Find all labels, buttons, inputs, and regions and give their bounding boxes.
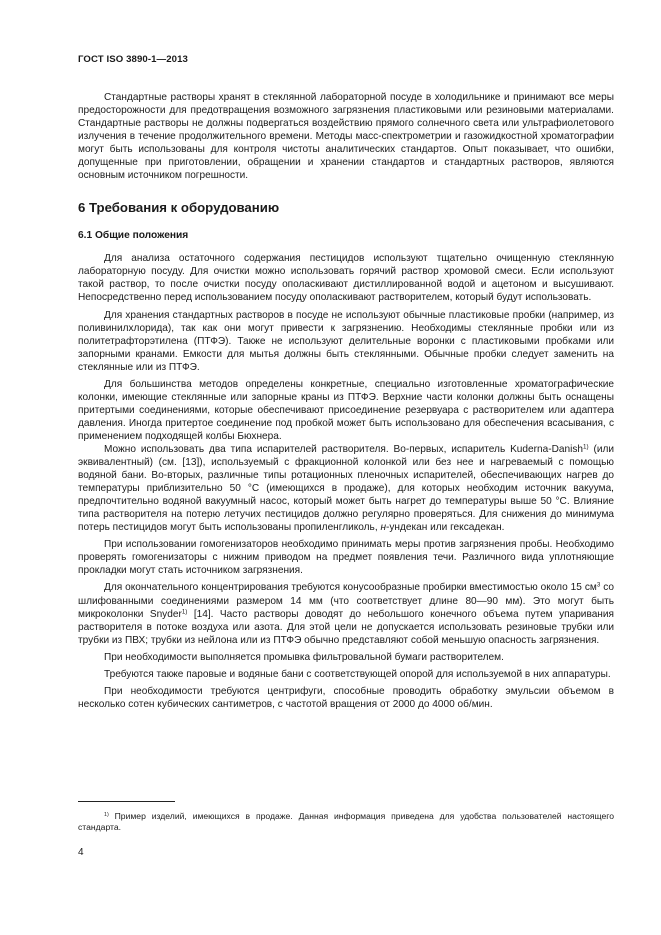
paragraph-filter-paper: При необходимости выполняется промывка фильтровальной бумаги растворителем.	[104, 651, 504, 663]
footnote-marker: 1)	[104, 812, 109, 819]
standard-header: ГОСТ ISO 3890-1—2013	[78, 54, 188, 65]
paragraph-columns: Для большинства методов определены конкретные, специально изготовленные хроматографические колонки, имеющие стеклянные или запорные краны из ПТФЭ. Верхние части колонки должны быть оснащены притертыми соединениями, которые обеспечивают присоединение резервуара с растворителем или адаптера давления. Иногда притертое соединение под пробкой может быть использовано для обеспечения всасывания, с применением подходящей колбы Бюхнера.	[78, 378, 614, 442]
paragraph-evaporators: Можно использовать два типа испарителей растворителя. Во-первых, испаритель Kuderna-Danish$^{1)}$ (или эквивалентный) (см. [13]), используемый с фракционной колонкой или без нее и нагреваемый с помощью водяной бани. Во-вторых, различные типы ротационных пленочных испарителей, обеспечивающих нагрев до температуры приблизительно 50 °C (имеющихся в продаже), для которых необходим источник вакуума, предпочтительно водяной вакуумный насос, который может быть нагрет до температуры выше 50 °C. Влияние типа растворителя на потерю летучих пестицидов должно регулярно проверяться. Для снижения до минимума потерь пестицидов могут быть использованы пропиленгликоль, н-ундекан или гексадекан.	[78, 443, 614, 534]
document-body	[78, 91, 614, 711]
page-number: 4	[78, 847, 84, 858]
subsection-title: 6.1 Общие положения	[78, 230, 189, 242]
paragraph-centrifuges: При необходимости требуются центрифуги, способные проводить обработку эмульсии объемом в несколько сотен кубических сантиметров, с частотой вращения от 2000 до 4000 об/мин.	[78, 685, 614, 710]
footnote-reference: 1)	[583, 443, 589, 451]
intro-paragraph: Стандартные растворы хранят в стеклянной лабораторной посуде в холодильнике и принимают все меры предосторожности для предотвращения возможного загрязнения пластиковыми или резиновыми материалами. Стандартные растворы не должны подвергаться воздействию прямого солнечного света или ультрафиолетового излучения в течение продолжительного времени. Методы масс-спектрометрии и газожидкостной хроматографии могут быть использованы для контроля чистоты аналитических стандартов. Опыт показывает, что ошибки, допущенные при приготовлении, обращении и хранении стандартов и стандартных растворов, являются основным источником погрешности.	[78, 92, 614, 182]
paragraph-stoppers: Для хранения стандартных растворов в посуде не используют обычные пластиковые пробки (например, из поливинилхлорида), так как они могут привести к загрязнению. Необходимы стеклянные пробки или из политетрафторэтилена (ПТФЭ). Также не используют делительные воронки с пластиковыми пробками или запорными кранами. Емкости для мытья должны быть стеклянными. Обычные пробки следует заменить на стеклянные или из ПТФЭ.	[78, 309, 614, 373]
paragraph-concentration: Для окончательного концентрирования требуются конусообразные пробирки вместимостью около 15 $см^3$ со шлифованными соединениями размером 14 мм (что соответствует длине 80—90 мм). Это могут быть микроколонки Snyder$^{1)}$ [14]. Часто растворы доводят до небольшого конечного объема путем упаривания растворителя в потоке воздуха или азота. Для этой цели не допускается использовать резиновые трубки или трубки из ПВХ; трубки из нейлона или из ПТФЭ обычно представляют собой меньшую опасность загрязнения.	[78, 582, 614, 646]
paragraph-homogenizers: При использовании гомогенизаторов необходимо принимать меры против загрязнения пробы. Необходимо проверять гомогенизаторы с нижним приводом на предмет появления течи. Различного вида уплотняющие прокладки могут стать источником загрязнения.	[78, 539, 614, 577]
footnote-text: Пример изделий, имеющихся в продаже. Данная информация приведена для удобства пользователей настоящего стандарта.	[78, 811, 614, 833]
superscript-cubic: 3	[596, 582, 601, 590]
footnote	[78, 811, 614, 834]
paragraph-baths: Требуются также паровые и водяные бани с соответствующей опорой для используемой в них аппаратуры.	[104, 668, 611, 680]
footnote-reference: 1)	[181, 608, 188, 616]
section-title: 6 Требования к оборудованию	[78, 200, 280, 216]
paragraph-glassware-cleaning: Для анализа остаточного содержания пестицидов используют тщательно очищенную стеклянную лабораторную посуду. Для очистки можно использовать горячий раствор хромовой смеси. Если используют такой раствор, то после очистки посуду ополаскивают дистиллированной водой и ацетоном и высушивают. Непосредственно перед использованием посуду ополаскивают растворителем, который будут использовать.	[78, 253, 614, 304]
footnote-divider	[78, 801, 175, 802]
